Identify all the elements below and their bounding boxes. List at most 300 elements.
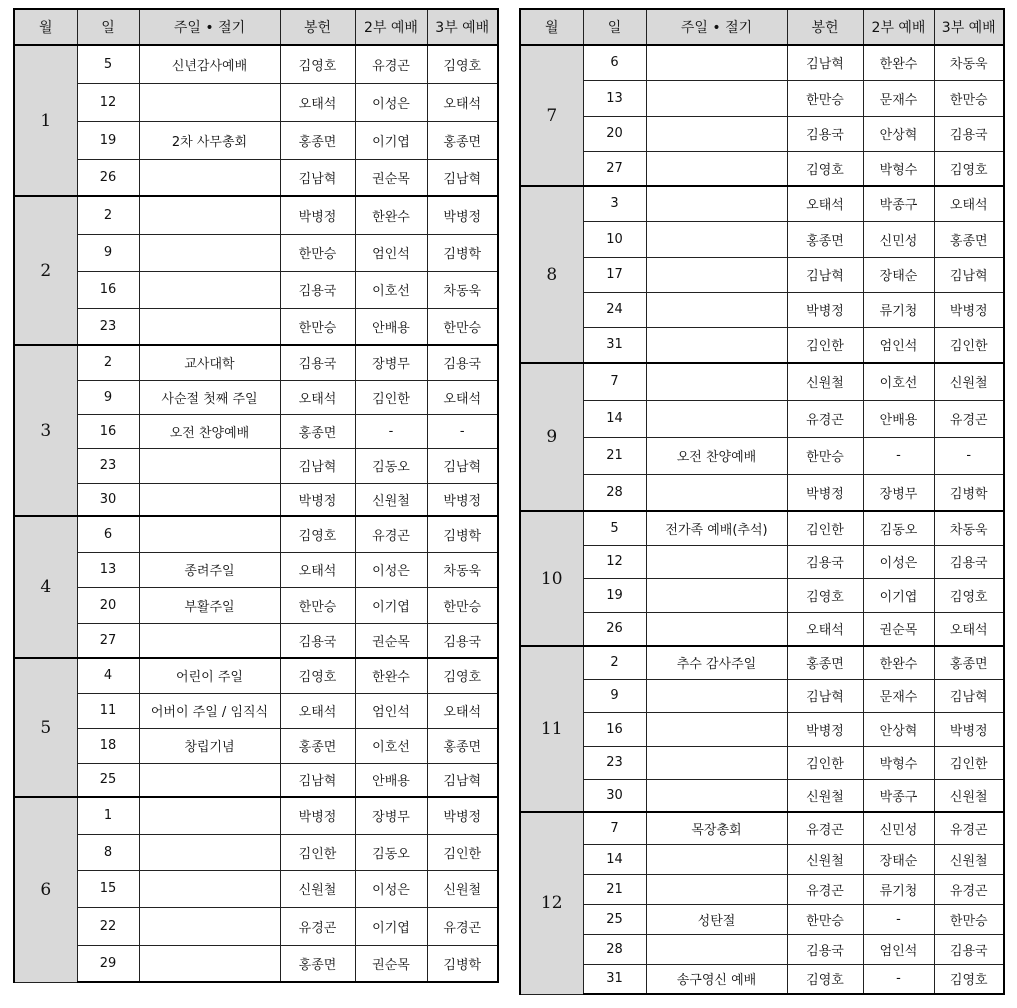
offering-cell: 김용국 — [787, 934, 863, 964]
event-cell — [646, 679, 787, 712]
service3-cell: 박병정 — [427, 196, 498, 234]
event-cell: 사순절 첫째 주일 — [139, 380, 280, 414]
header-offering: 봉헌 — [787, 9, 863, 45]
service3-cell: 한만승 — [427, 587, 498, 623]
table-row — [14, 380, 498, 414]
service2-cell: 이기엽 — [355, 907, 427, 945]
service2-cell: 권순목 — [355, 159, 427, 196]
table-row — [520, 779, 1004, 812]
table-row — [14, 763, 498, 797]
service3-cell: 김병학 — [427, 516, 498, 552]
offering-cell: 김인한 — [280, 834, 355, 870]
offering-cell: 한만승 — [787, 904, 863, 934]
service2-cell: 안상혁 — [863, 712, 934, 746]
table-row — [520, 400, 1004, 437]
service2-cell: 장태순 — [863, 257, 934, 292]
service3-cell: 김영호 — [934, 578, 1004, 612]
service3-cell: 홍종면 — [427, 121, 498, 159]
offering-cell: 한만승 — [787, 80, 863, 116]
event-cell — [646, 186, 787, 221]
service2-cell: 이성은 — [355, 552, 427, 587]
service2-cell: 박형수 — [863, 151, 934, 186]
table-row — [520, 221, 1004, 257]
day-cell: 8 — [77, 834, 139, 870]
event-cell — [139, 516, 280, 552]
service2-cell: 장병무 — [355, 797, 427, 834]
offering-cell: 한만승 — [280, 234, 355, 271]
offering-cell: 김남혁 — [280, 448, 355, 483]
month-cell: 4 — [14, 516, 77, 658]
offering-cell: 박병정 — [280, 196, 355, 234]
table-row — [14, 945, 498, 982]
service3-cell: 오태석 — [934, 186, 1004, 221]
offering-cell: 유경곤 — [787, 812, 863, 844]
day-cell: 31 — [583, 327, 646, 363]
table-row — [14, 552, 498, 587]
event-cell — [646, 474, 787, 511]
service3-cell: 유경곤 — [934, 400, 1004, 437]
service2-cell: 이기엽 — [355, 121, 427, 159]
day-cell: 23 — [583, 746, 646, 779]
event-cell: 종려주일 — [139, 552, 280, 587]
offering-cell: 신원철 — [280, 870, 355, 907]
service2-cell: 문재수 — [863, 679, 934, 712]
event-cell — [646, 844, 787, 874]
table-row — [520, 934, 1004, 964]
offering-cell: 김용국 — [787, 545, 863, 578]
header-row — [14, 9, 498, 45]
table-row — [14, 797, 498, 834]
day-cell: 5 — [583, 511, 646, 545]
offering-cell: 신원철 — [787, 363, 863, 400]
schedule-table-right — [519, 8, 1005, 995]
service3-cell: 박병정 — [427, 797, 498, 834]
service3-cell: 김인한 — [934, 746, 1004, 779]
offering-cell: 박병정 — [787, 474, 863, 511]
service2-cell: 엄인석 — [863, 327, 934, 363]
table-row — [14, 196, 498, 234]
table-row — [520, 712, 1004, 746]
service2-cell: 박종구 — [863, 779, 934, 812]
service2-cell: 장태순 — [863, 844, 934, 874]
service3-cell: 유경곤 — [934, 812, 1004, 844]
service3-cell: 김용국 — [934, 545, 1004, 578]
day-cell: 17 — [583, 257, 646, 292]
service2-cell: 유경곤 — [355, 516, 427, 552]
table-row — [520, 578, 1004, 612]
event-cell: 어린이 주일 — [139, 658, 280, 693]
day-cell: 21 — [583, 437, 646, 474]
service2-cell: 박종구 — [863, 186, 934, 221]
event-cell — [646, 151, 787, 186]
event-cell — [139, 797, 280, 834]
offering-cell: 오태석 — [787, 612, 863, 646]
service3-cell: 오태석 — [427, 693, 498, 728]
service2-cell: 류기청 — [863, 292, 934, 327]
service3-cell: 신원철 — [934, 363, 1004, 400]
day-cell: 12 — [583, 545, 646, 578]
event-cell — [646, 327, 787, 363]
offering-cell: 오태석 — [280, 693, 355, 728]
offering-cell: 김영호 — [280, 45, 355, 83]
service2-cell: 권순목 — [355, 945, 427, 982]
header-service3: 3부 예배 — [427, 9, 498, 45]
day-cell: 18 — [77, 728, 139, 763]
table-row — [14, 448, 498, 483]
table-row — [520, 545, 1004, 578]
event-cell — [139, 271, 280, 308]
offering-cell: 김용국 — [280, 271, 355, 308]
event-cell — [646, 746, 787, 779]
offering-cell: 오태석 — [280, 83, 355, 121]
service2-cell: 한완수 — [863, 45, 934, 80]
service3-cell: 김용국 — [934, 116, 1004, 151]
table-row — [14, 121, 498, 159]
day-cell: 13 — [77, 552, 139, 587]
service2-cell: 이호선 — [355, 271, 427, 308]
service2-cell: - — [863, 964, 934, 994]
event-cell: 추수 감사주일 — [646, 646, 787, 679]
service2-cell: 유경곤 — [355, 45, 427, 83]
service3-cell: 차동욱 — [934, 45, 1004, 80]
header-row — [520, 9, 1004, 45]
table-row — [520, 292, 1004, 327]
table-row — [520, 812, 1004, 844]
event-cell — [646, 612, 787, 646]
day-cell: 6 — [77, 516, 139, 552]
service2-cell: 이성은 — [863, 545, 934, 578]
header-event: 주일 • 절기 — [646, 9, 787, 45]
event-cell: 신년감사예배 — [139, 45, 280, 83]
service2-cell: 이성은 — [355, 870, 427, 907]
day-cell: 6 — [583, 45, 646, 80]
offering-cell: 홍종면 — [280, 121, 355, 159]
month-cell: 3 — [14, 345, 77, 516]
table-row — [520, 511, 1004, 545]
service2-cell: 안배용 — [355, 308, 427, 345]
offering-cell: 김남혁 — [280, 159, 355, 196]
service3-cell: 김영호 — [427, 45, 498, 83]
day-cell: 9 — [77, 380, 139, 414]
table-row — [14, 414, 498, 448]
offering-cell: 오태석 — [280, 552, 355, 587]
table-row — [520, 612, 1004, 646]
event-cell: 오전 찬양예배 — [646, 437, 787, 474]
table-row — [520, 437, 1004, 474]
day-cell: 9 — [77, 234, 139, 271]
month-cell: 6 — [14, 797, 77, 982]
day-cell: 28 — [583, 934, 646, 964]
event-cell — [139, 623, 280, 658]
day-cell: 12 — [77, 83, 139, 121]
event-cell — [646, 545, 787, 578]
service3-cell: 오태석 — [427, 83, 498, 121]
day-cell: 30 — [583, 779, 646, 812]
schedule-table-left — [13, 8, 499, 983]
event-cell: 창립기념 — [139, 728, 280, 763]
month-cell: 10 — [520, 511, 583, 646]
table-row — [14, 907, 498, 945]
table-row — [520, 116, 1004, 151]
table-row — [14, 728, 498, 763]
event-cell — [646, 578, 787, 612]
table-row — [14, 234, 498, 271]
day-cell: 2 — [583, 646, 646, 679]
table-row — [520, 874, 1004, 904]
offering-cell: 김용국 — [280, 623, 355, 658]
offering-cell: 김인한 — [787, 511, 863, 545]
day-cell: 23 — [77, 308, 139, 345]
day-cell: 1 — [77, 797, 139, 834]
offering-cell: 홍종면 — [280, 414, 355, 448]
service2-cell: 신민성 — [863, 812, 934, 844]
month-cell: 8 — [520, 186, 583, 363]
service3-cell: 유경곤 — [427, 907, 498, 945]
event-cell — [646, 712, 787, 746]
table-row — [14, 587, 498, 623]
service2-cell: 안배용 — [355, 763, 427, 797]
offering-cell: 신원철 — [787, 779, 863, 812]
event-cell — [139, 907, 280, 945]
service3-cell: 김병학 — [427, 234, 498, 271]
day-cell: 25 — [77, 763, 139, 797]
offering-cell: 홍종면 — [280, 945, 355, 982]
offering-cell: 김남혁 — [787, 679, 863, 712]
day-cell: 22 — [77, 907, 139, 945]
table-row — [14, 308, 498, 345]
event-cell — [139, 763, 280, 797]
table-row — [14, 870, 498, 907]
table-row — [520, 151, 1004, 186]
table-row — [520, 844, 1004, 874]
service3-cell: 김남혁 — [934, 257, 1004, 292]
event-cell — [646, 257, 787, 292]
day-cell: 3 — [583, 186, 646, 221]
service2-cell: - — [355, 414, 427, 448]
day-cell: 29 — [77, 945, 139, 982]
event-cell — [646, 45, 787, 80]
event-cell: 전가족 예배(추석) — [646, 511, 787, 545]
month-cell: 7 — [520, 45, 583, 186]
service3-cell: 박병정 — [934, 292, 1004, 327]
service3-cell: 김남혁 — [427, 763, 498, 797]
month-cell: 12 — [520, 812, 583, 994]
service2-cell: 김동오 — [355, 448, 427, 483]
offering-cell: 유경곤 — [787, 400, 863, 437]
service2-cell: 류기청 — [863, 874, 934, 904]
service2-cell: 이기엽 — [863, 578, 934, 612]
event-cell — [139, 448, 280, 483]
service2-cell: 이호선 — [863, 363, 934, 400]
offering-cell: 김용국 — [787, 116, 863, 151]
service2-cell: 안배용 — [863, 400, 934, 437]
service3-cell: 김용국 — [934, 934, 1004, 964]
offering-cell: 유경곤 — [787, 874, 863, 904]
event-cell — [646, 874, 787, 904]
service3-cell: - — [934, 437, 1004, 474]
offering-cell: 김영호 — [280, 658, 355, 693]
day-cell: 11 — [77, 693, 139, 728]
event-cell — [646, 116, 787, 151]
day-cell: 2 — [77, 196, 139, 234]
table-row — [14, 345, 498, 380]
day-cell: 13 — [583, 80, 646, 116]
service2-cell: 이성은 — [355, 83, 427, 121]
day-cell: 27 — [77, 623, 139, 658]
offering-cell: 한만승 — [280, 587, 355, 623]
table-row — [520, 964, 1004, 994]
offering-cell: 김인한 — [787, 746, 863, 779]
day-cell: 7 — [583, 363, 646, 400]
day-cell: 19 — [583, 578, 646, 612]
offering-cell: 박병정 — [280, 797, 355, 834]
service2-cell: - — [863, 904, 934, 934]
service3-cell: 김영호 — [934, 151, 1004, 186]
event-cell — [646, 292, 787, 327]
service3-cell: - — [427, 414, 498, 448]
service3-cell: 유경곤 — [934, 874, 1004, 904]
service2-cell: 신민성 — [863, 221, 934, 257]
service3-cell: 김남혁 — [427, 159, 498, 196]
offering-cell: 김남혁 — [280, 763, 355, 797]
service3-cell: 홍종면 — [934, 221, 1004, 257]
service2-cell: 권순목 — [355, 623, 427, 658]
event-cell: 교사대학 — [139, 345, 280, 380]
header-day: 일 — [583, 9, 646, 45]
day-cell: 14 — [583, 400, 646, 437]
day-cell: 28 — [583, 474, 646, 511]
month-cell: 2 — [14, 196, 77, 345]
table-row — [520, 186, 1004, 221]
table-row — [14, 658, 498, 693]
table-row — [520, 80, 1004, 116]
event-cell — [139, 483, 280, 516]
service3-cell: 김용국 — [427, 345, 498, 380]
day-cell: 19 — [77, 121, 139, 159]
service3-cell: 오태석 — [427, 380, 498, 414]
service2-cell: 김동오 — [355, 834, 427, 870]
offering-cell: 오태석 — [787, 186, 863, 221]
service3-cell: 김영호 — [427, 658, 498, 693]
service2-cell: 한완수 — [863, 646, 934, 679]
day-cell: 30 — [77, 483, 139, 516]
event-cell: 목장총회 — [646, 812, 787, 844]
day-cell: 15 — [77, 870, 139, 907]
offering-cell: 김남혁 — [787, 257, 863, 292]
event-cell: 송구영신 예배 — [646, 964, 787, 994]
service3-cell: 김병학 — [427, 945, 498, 982]
table-row — [14, 271, 498, 308]
service2-cell: 안상혁 — [863, 116, 934, 151]
offering-cell: 김용국 — [280, 345, 355, 380]
event-cell — [646, 400, 787, 437]
offering-cell: 박병정 — [280, 483, 355, 516]
offering-cell: 김남혁 — [787, 45, 863, 80]
table-row — [14, 693, 498, 728]
day-cell: 4 — [77, 658, 139, 693]
service2-cell: 이기엽 — [355, 587, 427, 623]
day-cell: 20 — [77, 587, 139, 623]
event-cell — [646, 80, 787, 116]
service3-cell: 박병정 — [427, 483, 498, 516]
service2-cell: 김인한 — [355, 380, 427, 414]
offering-cell: 김영호 — [787, 578, 863, 612]
event-cell — [139, 308, 280, 345]
event-cell — [139, 834, 280, 870]
header-month: 월 — [14, 9, 77, 45]
service2-cell: 한완수 — [355, 196, 427, 234]
table-row — [520, 904, 1004, 934]
table-row — [520, 474, 1004, 511]
month-cell: 5 — [14, 658, 77, 797]
month-cell: 11 — [520, 646, 583, 812]
event-cell: 성탄절 — [646, 904, 787, 934]
day-cell: 16 — [77, 271, 139, 308]
event-cell — [139, 159, 280, 196]
table-row — [14, 159, 498, 196]
service3-cell: 신원철 — [934, 844, 1004, 874]
table-row — [520, 45, 1004, 80]
day-cell: 16 — [583, 712, 646, 746]
header-day: 일 — [77, 9, 139, 45]
service2-cell: 엄인석 — [355, 693, 427, 728]
day-cell: 16 — [77, 414, 139, 448]
event-cell: 부활주일 — [139, 587, 280, 623]
offering-cell: 김영호 — [280, 516, 355, 552]
day-cell: 23 — [77, 448, 139, 483]
day-cell: 2 — [77, 345, 139, 380]
service3-cell: 신원철 — [934, 779, 1004, 812]
event-cell — [646, 363, 787, 400]
header-service2: 2부 예배 — [355, 9, 427, 45]
service2-cell: 장병무 — [355, 345, 427, 380]
event-cell: 2차 사무총회 — [139, 121, 280, 159]
day-cell: 21 — [583, 874, 646, 904]
service2-cell: 장병무 — [863, 474, 934, 511]
table-row — [14, 516, 498, 552]
day-cell: 25 — [583, 904, 646, 934]
month-cell: 1 — [14, 45, 77, 196]
offering-cell: 김인한 — [787, 327, 863, 363]
day-cell: 24 — [583, 292, 646, 327]
service3-cell: 김영호 — [934, 964, 1004, 994]
service3-cell: 오태석 — [934, 612, 1004, 646]
service2-cell: 엄인석 — [863, 934, 934, 964]
day-cell: 7 — [583, 812, 646, 844]
service3-cell: 신원철 — [427, 870, 498, 907]
service3-cell: 차동욱 — [934, 511, 1004, 545]
table-row — [14, 623, 498, 658]
day-cell: 5 — [77, 45, 139, 83]
table-row — [520, 327, 1004, 363]
day-cell: 10 — [583, 221, 646, 257]
table-row — [520, 646, 1004, 679]
service2-cell: 문재수 — [863, 80, 934, 116]
offering-cell: 홍종면 — [280, 728, 355, 763]
header-service3: 3부 예배 — [934, 9, 1004, 45]
event-cell — [139, 234, 280, 271]
offering-cell: 한만승 — [787, 437, 863, 474]
event-cell — [139, 870, 280, 907]
service3-cell: 김용국 — [427, 623, 498, 658]
table-row — [14, 834, 498, 870]
service2-cell: 김동오 — [863, 511, 934, 545]
service3-cell: 김병학 — [934, 474, 1004, 511]
day-cell: 9 — [583, 679, 646, 712]
day-cell: 26 — [583, 612, 646, 646]
header-offering: 봉헌 — [280, 9, 355, 45]
service3-cell: 김남혁 — [934, 679, 1004, 712]
